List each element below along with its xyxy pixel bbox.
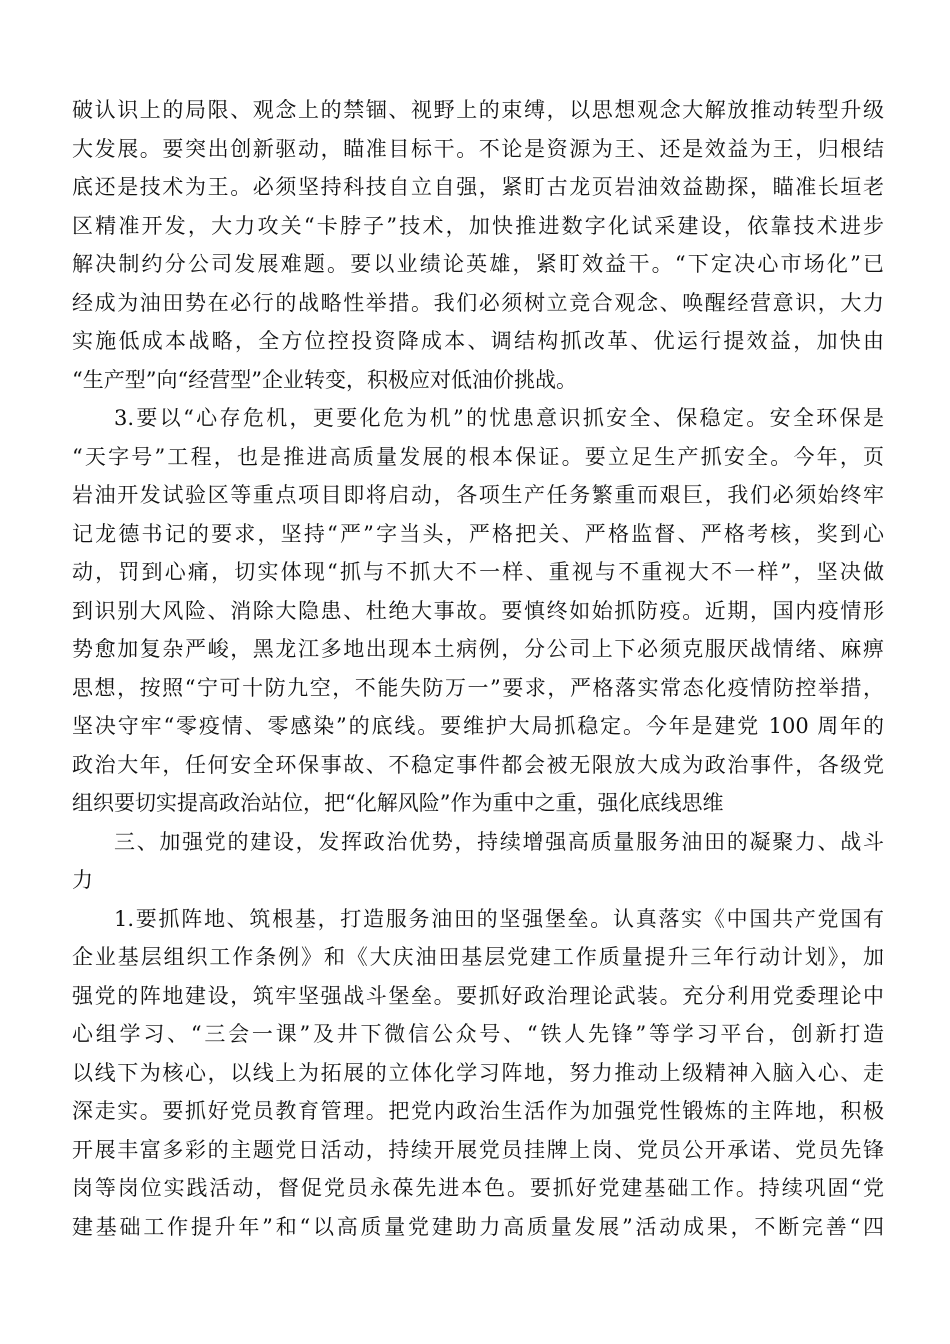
text-line: 3.要以“心存危机，更要化危为机”的忧患意识抓安全、保稳定。安全环保是 (114, 406, 884, 430)
section-heading-3 (72, 823, 884, 900)
text-line: 深走实。要抓好党员教育管理。把党内政治生活作为加强党性锻炼的主阵地，积极 (72, 1099, 884, 1123)
text-line: 到识别大风险、消除大隐患、杜绝大事故。要慎终如始抓防疫。近期，国内疫情形 (72, 598, 884, 623)
text-line: 实施低成本战略，全方位控投资降成本、调结构抓改革、优运行提效益，加快由 (72, 329, 884, 353)
text-line: 势愈加复杂严峻，黑龙江多地出现本土病例，分公司上下必须克服厌战情绪、麻痹 (72, 637, 884, 661)
text-line: 心组学习、“三会一课”及井下微信公众号、“铁人先锋”等学习平台，创新打造 (72, 1022, 884, 1046)
heading-line: 力 (72, 868, 93, 892)
text-line: 大发展。要突出创新驱动，瞄准目标干。不论是资源为王、还是效益为王，归根结 (72, 136, 884, 161)
text-line: 解决制约分公司发展难题。要以业绩论英雄，紧盯效益干。“下定决心市场化”已 (72, 252, 884, 276)
text-line: 组织要切实提高政治站位，把“化解风险”作为重中之重，强化底线思维 (72, 791, 724, 815)
text-line: 岗等岗位实践活动，督促党员永葆先进本色。要抓好党建基础工作。持续巩固“党 (72, 1176, 884, 1200)
text-line: 1.要抓阵地、筑根基，打造服务油田的坚强堡垒。认真落实《中国共产党国有 (114, 906, 884, 931)
text-line: 企业基层组织工作条例》和《大庆油田基层党建工作质量提升三年行动计划》，加 (72, 945, 884, 969)
text-line: 破认识上的局限、观念上的禁锢、视野上的束缚，以思想观念大解放推动转型升级 (72, 98, 884, 122)
text-line: 经成为油田势在必行的战略性举措。我们必须树立竞合观念、唤醒经营意识，大力 (72, 290, 884, 315)
text-line: 强党的阵地建设，筑牢坚强战斗堡垒。要抓好政治理论武装。充分利用党委理论中 (72, 983, 884, 1008)
paragraph-continued (72, 91, 884, 399)
text-line: 以线下为核心，以线上为拓展的立体化学习阵地，努力推动上级精神入脑入心、走 (72, 1060, 884, 1085)
text-line: 坚决守牢“零疫情、零感染”的底线。要维护大局抓稳定。今年是建党 100 周年的 (72, 714, 884, 738)
text-line: 建基础工作提升年”和“以高质量党建助力高质量发展”活动成果，不断完善“四 (72, 1214, 884, 1239)
text-line: “天字号”工程，也是推进高质量发展的根本保证。要立足生产抓安全。今年，页 (72, 444, 884, 469)
paragraph-item-1 (72, 900, 884, 1247)
text-line: “生产型”向“经营型”企业转变，积极应对低油价挑战。 (72, 367, 577, 392)
text-line: 底还是技术为王。必须坚持科技自立自强，紧盯古龙页岩油效益勘探，瞄准长垣老 (72, 175, 884, 199)
text-line: 思想，按照“宁可十防九空，不能失防万一”要求，严格落实常态化疫情防控举措， (72, 675, 884, 700)
text-line: 记龙德书记的要求，坚持“严”字当头，严格把关、严格监督、严格考核，奖到心 (72, 521, 884, 546)
text-line: 动，罚到心痛，切实体现“抓与不抓大不一样、重视与不重视大不一样”，坚决做 (72, 560, 884, 584)
heading-line: 三、加强党的建设，发挥政治优势，持续增强高质量服务油田的凝聚力、战斗 (114, 829, 884, 854)
text-line: 开展丰富多彩的主题党日活动，持续开展党员挂牌上岗、党员公开承诺、党员先锋 (72, 1137, 884, 1162)
text-line: 政治大年，任何安全环保事故、不稳定事件都会被无限放大成为政治事件，各级党 (72, 752, 884, 777)
paragraph-item-3 (72, 399, 884, 823)
text-line: 区精准开发，大力攻关“卡脖子”技术，加快推进数字化试采建设，依靠技术进步 (72, 213, 884, 238)
text-line: 岩油开发试验区等重点项目即将启动，各项生产任务繁重而艰巨，我们必须始终牢 (72, 483, 884, 507)
document-body (72, 91, 884, 1246)
